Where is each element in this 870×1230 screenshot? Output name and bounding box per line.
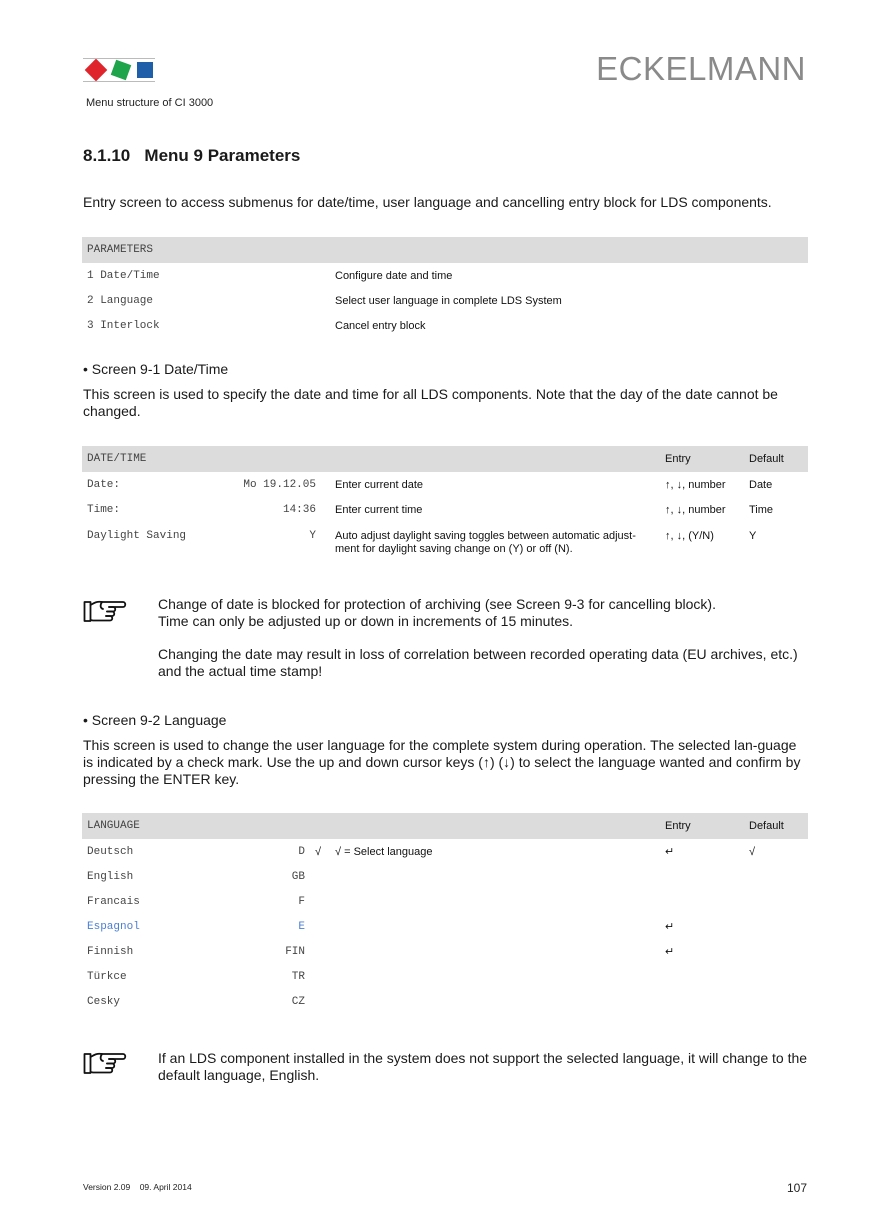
enter-key-icon: ↵ xyxy=(665,846,675,858)
enter-key-icon: ↵ xyxy=(665,921,675,933)
datetime-desc: Enter current time xyxy=(335,503,423,516)
table-row xyxy=(82,288,808,313)
datetime-default: Y xyxy=(749,530,757,542)
datetime-label: Time: xyxy=(87,503,121,516)
check-mark xyxy=(310,989,330,1014)
enter-key-icon: ↵ xyxy=(665,946,675,958)
datetime-entry: ↑, ↓, number xyxy=(665,503,726,516)
language-name: Deutsch xyxy=(87,845,134,858)
datetime-label: Daylight Saving xyxy=(87,530,187,542)
language-code: D xyxy=(298,845,305,858)
default-check xyxy=(744,989,808,1014)
logo-frame xyxy=(83,58,155,82)
table-row xyxy=(82,964,808,989)
datetime-default: Date xyxy=(749,478,773,491)
default-column-header: Default xyxy=(744,446,808,472)
datetime-value: Mo 19.12.05 xyxy=(243,478,316,491)
datetime-bullet xyxy=(83,361,228,377)
parameter-item: 1 Date/Time xyxy=(87,269,160,282)
language-code: F xyxy=(298,895,305,908)
default-check: √ xyxy=(749,845,756,858)
language-bullet xyxy=(83,712,226,728)
parameters-table xyxy=(82,237,808,338)
check-mark xyxy=(310,889,330,914)
datetime-entry: ↑, ↓, (Y/N) xyxy=(665,530,714,542)
language-code: FIN xyxy=(285,945,305,958)
table-row xyxy=(82,889,808,914)
language-name: Espagnol xyxy=(87,920,140,933)
datetime-label: Date: xyxy=(87,478,121,491)
language-code: CZ xyxy=(291,995,305,1008)
datetime-table-header: DATE/TIME xyxy=(82,446,660,472)
language-code: E xyxy=(298,920,305,933)
datetime-bullet-text: Screen 9-1 Date/Time xyxy=(91,361,229,377)
parameter-desc: Configure date and time xyxy=(335,269,453,282)
language-table-header: LANGUAGE xyxy=(82,813,660,839)
default-check xyxy=(744,964,808,989)
datetime-default: Time xyxy=(749,503,774,516)
default-check xyxy=(744,889,808,914)
datetime-table xyxy=(82,446,808,556)
bullet-dot: • xyxy=(83,712,88,728)
note-date-blocked: Change of date is blocked for protection of archiving (see Screen 9-3 for cancelling block). xyxy=(158,596,716,612)
entry-column-header: Entry xyxy=(660,446,744,472)
default-check xyxy=(744,914,808,939)
datetime-desc: Enter current date xyxy=(335,478,424,491)
parameters-table-header: PARAMETERS xyxy=(82,237,808,263)
language-name: English xyxy=(87,870,134,883)
table-row xyxy=(82,497,808,522)
check-mark xyxy=(310,914,330,939)
section-intro: Entry screen to access submenus for date/time, user language and cancelling entry block for LDS components. xyxy=(83,194,772,210)
datetime-text: This screen is used to specify the date and time for all LDS components. Note that the day of the date cannot be changed. xyxy=(83,386,778,419)
default-check xyxy=(744,864,808,889)
language-bullet-text: Screen 9-2 Language xyxy=(91,712,227,728)
datetime-entry: ↑, ↓, number xyxy=(665,478,726,491)
language-text: This screen is used to change the user language for the complete system during operation. The selected lan-guage is indicated by a check mark. Use the up and down cursor keys (↑) (↓) to select the language wanted and confirm by pressing the ENTER key. xyxy=(83,737,801,787)
table-row xyxy=(82,313,808,338)
language-name: Cesky xyxy=(87,995,121,1008)
enter-key-icon xyxy=(660,864,744,889)
pointing-hand-icon xyxy=(83,1051,129,1077)
parameter-desc: Select user language in complete LDS System xyxy=(335,294,562,307)
check-legend: √ = Select language xyxy=(335,845,433,858)
note-language-fallback: If an LDS component installed in the system does not support the selected language, it will change to the default language, English. xyxy=(158,1050,808,1083)
note-date-correlation: Changing the date may result in loss of correlation between recorded operating data (EU archives, etc.) and the actual time stamp! xyxy=(158,646,798,679)
table-row xyxy=(82,914,808,939)
page-number: 107 xyxy=(786,1181,807,1195)
note-time-increments: Time can only be adjusted up or down in increments of 15 minutes. xyxy=(158,613,574,629)
parameter-item: 3 Interlock xyxy=(87,319,160,332)
table-row xyxy=(82,522,808,556)
table-row xyxy=(82,472,808,497)
enter-key-icon xyxy=(660,964,744,989)
enter-key-icon xyxy=(660,889,744,914)
check-mark: √ xyxy=(315,845,322,858)
table-row xyxy=(82,263,808,288)
header-subtitle: Menu structure of CI 3000 xyxy=(86,97,214,109)
language-name: Francais xyxy=(87,895,140,908)
datetime-value: 14:36 xyxy=(282,503,316,516)
language-code: GB xyxy=(291,870,305,883)
parameter-item: 2 Language xyxy=(87,294,154,307)
language-name: Finnish xyxy=(87,945,134,958)
brand-name: ECKELMANN xyxy=(596,50,806,87)
table-row xyxy=(82,839,808,864)
bullet-dot: • xyxy=(83,361,88,377)
table-row xyxy=(82,939,808,964)
table-row xyxy=(82,989,808,1014)
language-name: Türkce xyxy=(87,970,127,983)
pointing-hand-icon xyxy=(83,599,129,625)
table-row xyxy=(82,864,808,889)
check-mark xyxy=(310,939,330,964)
datetime-value: Y xyxy=(309,530,316,542)
language-table xyxy=(82,813,808,1014)
default-check xyxy=(744,939,808,964)
default-column-header: Default xyxy=(744,813,808,839)
language-code: TR xyxy=(291,970,305,983)
check-mark xyxy=(310,864,330,889)
datetime-desc: Auto adjust daylight saving toggles between automatic adjust-ment for daylight saving change on (Y) or off (N). xyxy=(335,530,636,555)
check-mark xyxy=(310,964,330,989)
parameter-desc: Cancel entry block xyxy=(335,319,426,332)
enter-key-icon xyxy=(660,989,744,1014)
logo xyxy=(83,58,155,82)
entry-column-header: Entry xyxy=(660,813,744,839)
section-title: 8.1.10 Menu 9 Parameters xyxy=(83,146,301,165)
footer-version: Version 2.09 09. April 2014 xyxy=(83,1182,192,1192)
